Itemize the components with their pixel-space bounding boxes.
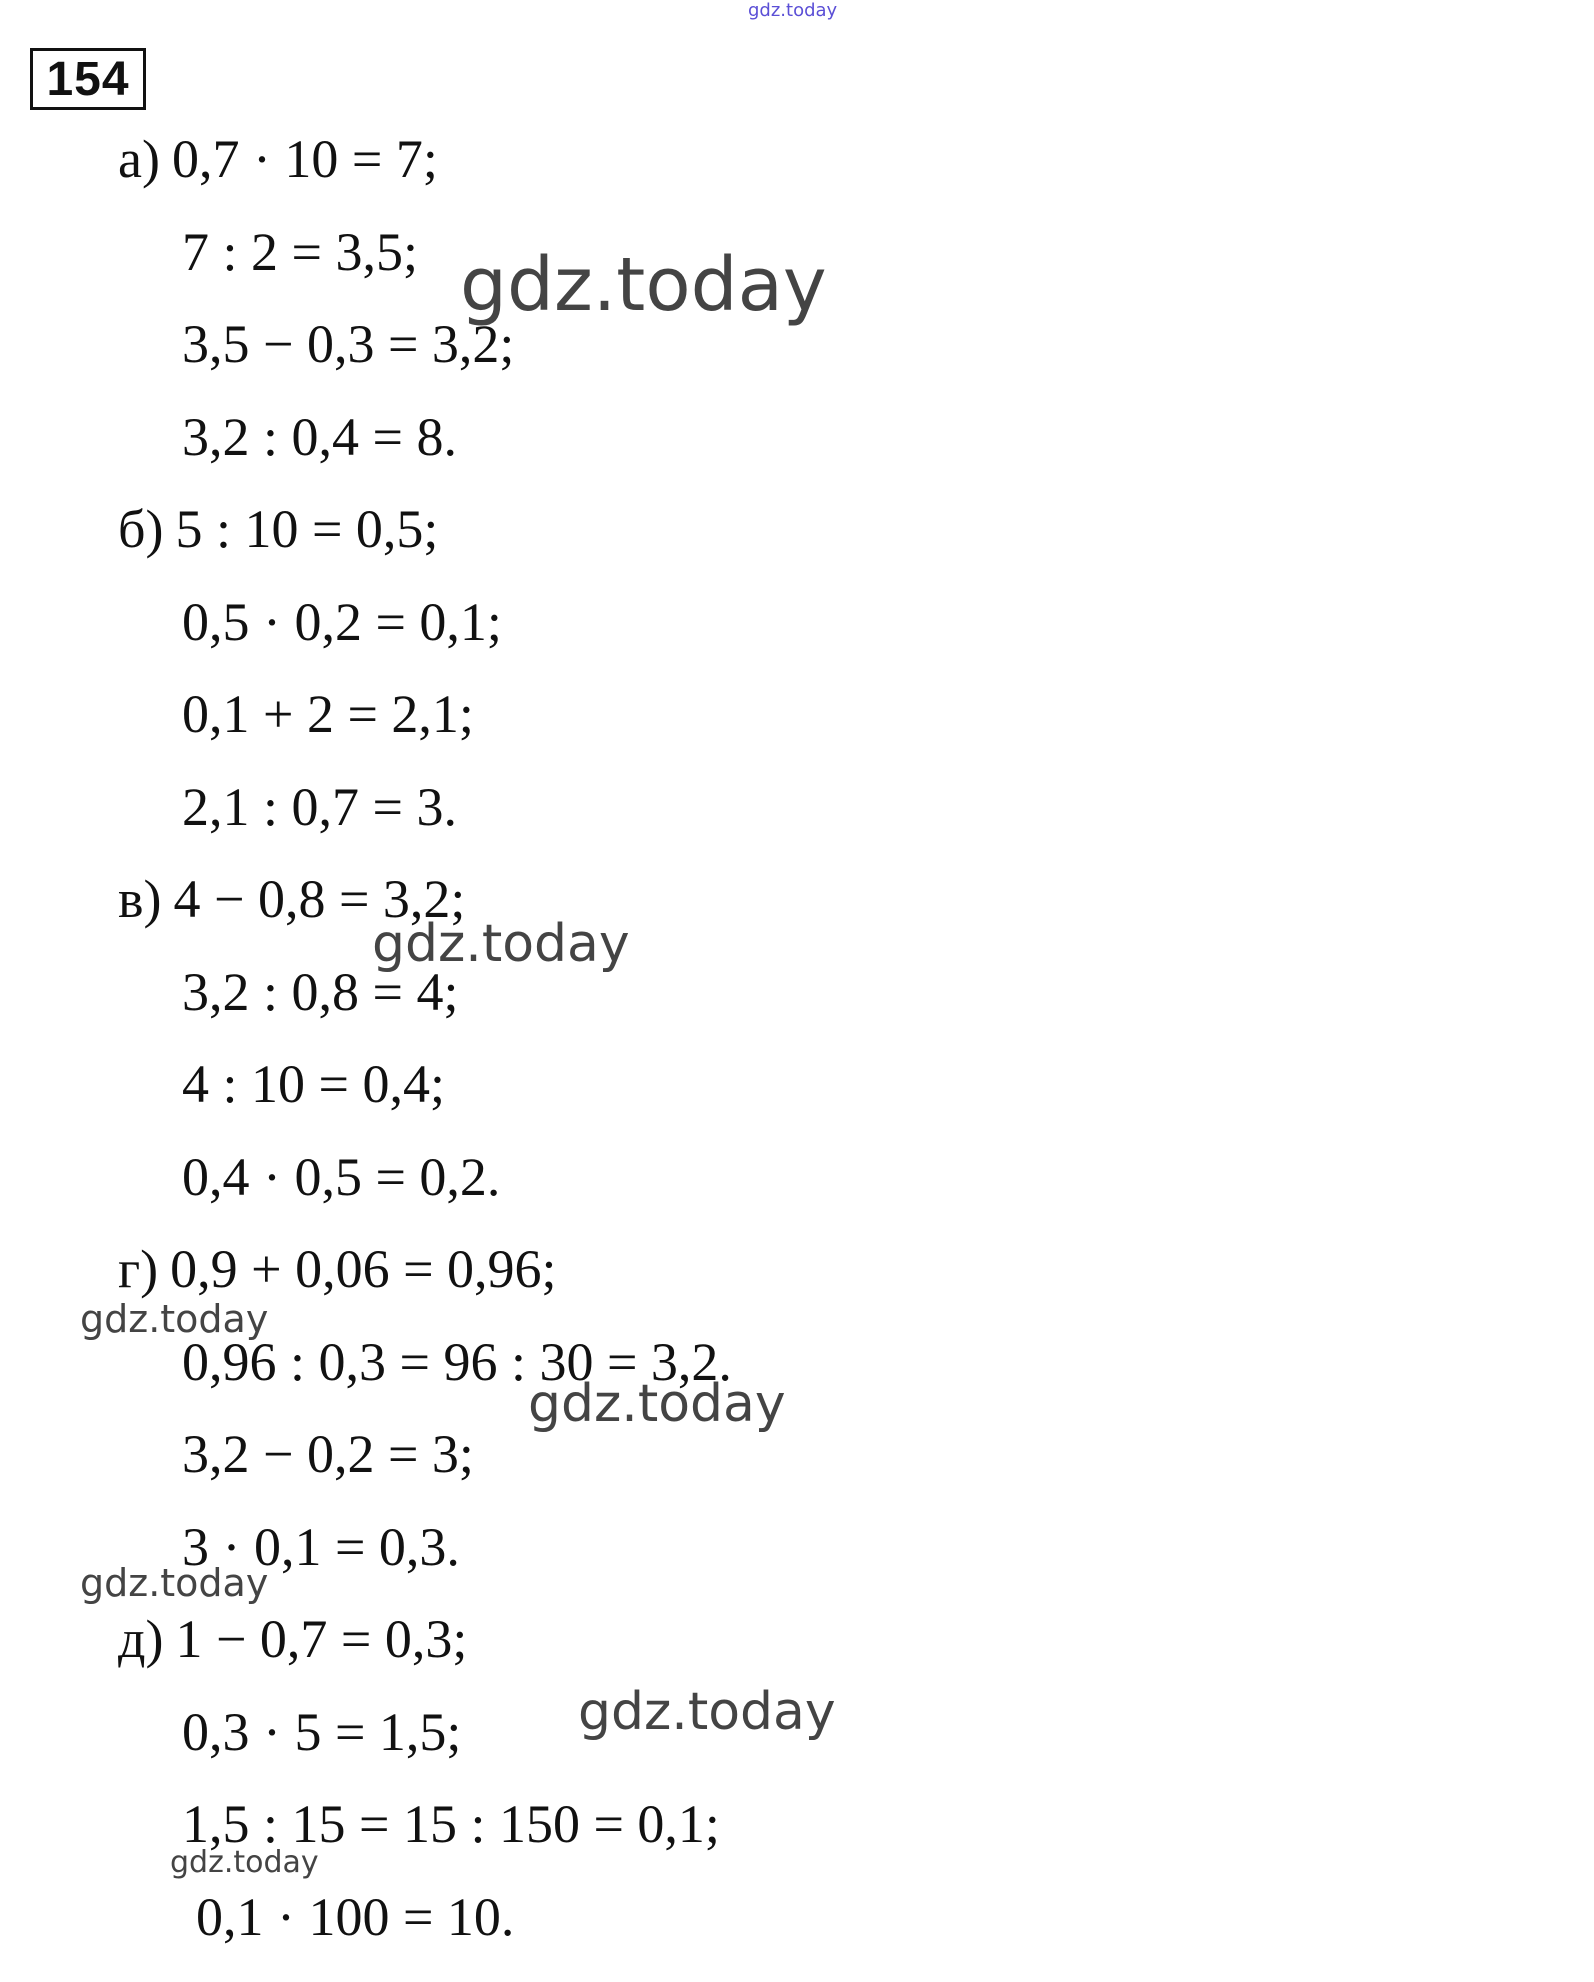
watermark: gdz.today <box>80 1297 269 1341</box>
part-c-line-2: 3,2 : 0,8 = 4; <box>182 962 459 1022</box>
watermark: gdz.today <box>372 914 630 974</box>
equation-text: 5 : 10 = 0,5; <box>175 499 439 559</box>
part-d-line-3: 3,2 − 0,2 = 3; <box>182 1424 474 1484</box>
part-e-line-4: 0,1 · 100 = 10. <box>196 1887 515 1947</box>
part-d-label: г) <box>118 1239 159 1299</box>
part-b-line-4: 2,1 : 0,7 = 3. <box>182 777 457 837</box>
part-e-line-2: 0,3 · 5 = 1,5; <box>182 1702 462 1762</box>
problem-number-badge: 154 <box>30 48 146 110</box>
equation-text: 1 − 0,7 = 0,3; <box>175 1609 468 1669</box>
part-b-label: б) <box>118 499 164 559</box>
part-a-label: а) <box>118 129 160 189</box>
part-a-line-1 <box>118 129 438 189</box>
part-b-line-3: 0,1 + 2 = 2,1; <box>182 684 474 744</box>
part-e-label: д) <box>118 1609 164 1669</box>
part-a-line-3: 3,5 − 0,3 = 3,2; <box>182 314 515 374</box>
watermark: gdz.today <box>460 242 827 328</box>
equation-text: 0,9 + 0,06 = 0,96; <box>170 1239 557 1299</box>
part-d-line-1 <box>118 1239 557 1299</box>
watermark: gdz.today <box>80 1561 269 1605</box>
watermark: gdz.today <box>578 1682 836 1742</box>
watermark: gdz.today <box>170 1845 319 1880</box>
part-c-line-3: 4 : 10 = 0,4; <box>182 1054 445 1114</box>
part-d-line-2: 0,96 : 0,3 = 96 : 30 = 3,2. <box>182 1332 732 1392</box>
part-b-line-1 <box>118 499 439 559</box>
part-e-line-3: 1,5 : 15 = 15 : 150 = 0,1; <box>182 1794 720 1854</box>
part-a-line-2: 7 : 2 = 3,5; <box>182 222 418 282</box>
equation-text: 4 − 0,8 = 3,2; <box>173 869 466 929</box>
part-a-line-4: 3,2 : 0,4 = 8. <box>182 407 457 467</box>
watermark: gdz.today <box>528 1374 786 1434</box>
part-c-line-4: 0,4 · 0,5 = 0,2. <box>182 1147 501 1207</box>
top-watermark: gdz.today <box>748 0 838 21</box>
part-b-line-2: 0,5 · 0,2 = 0,1; <box>182 592 502 652</box>
part-e-line-1 <box>118 1609 468 1669</box>
equation-text: 0,7 · 10 = 7; <box>171 129 438 189</box>
part-c-label: в) <box>118 869 162 929</box>
part-d-line-4: 3 · 0,1 = 0,3. <box>182 1517 460 1577</box>
